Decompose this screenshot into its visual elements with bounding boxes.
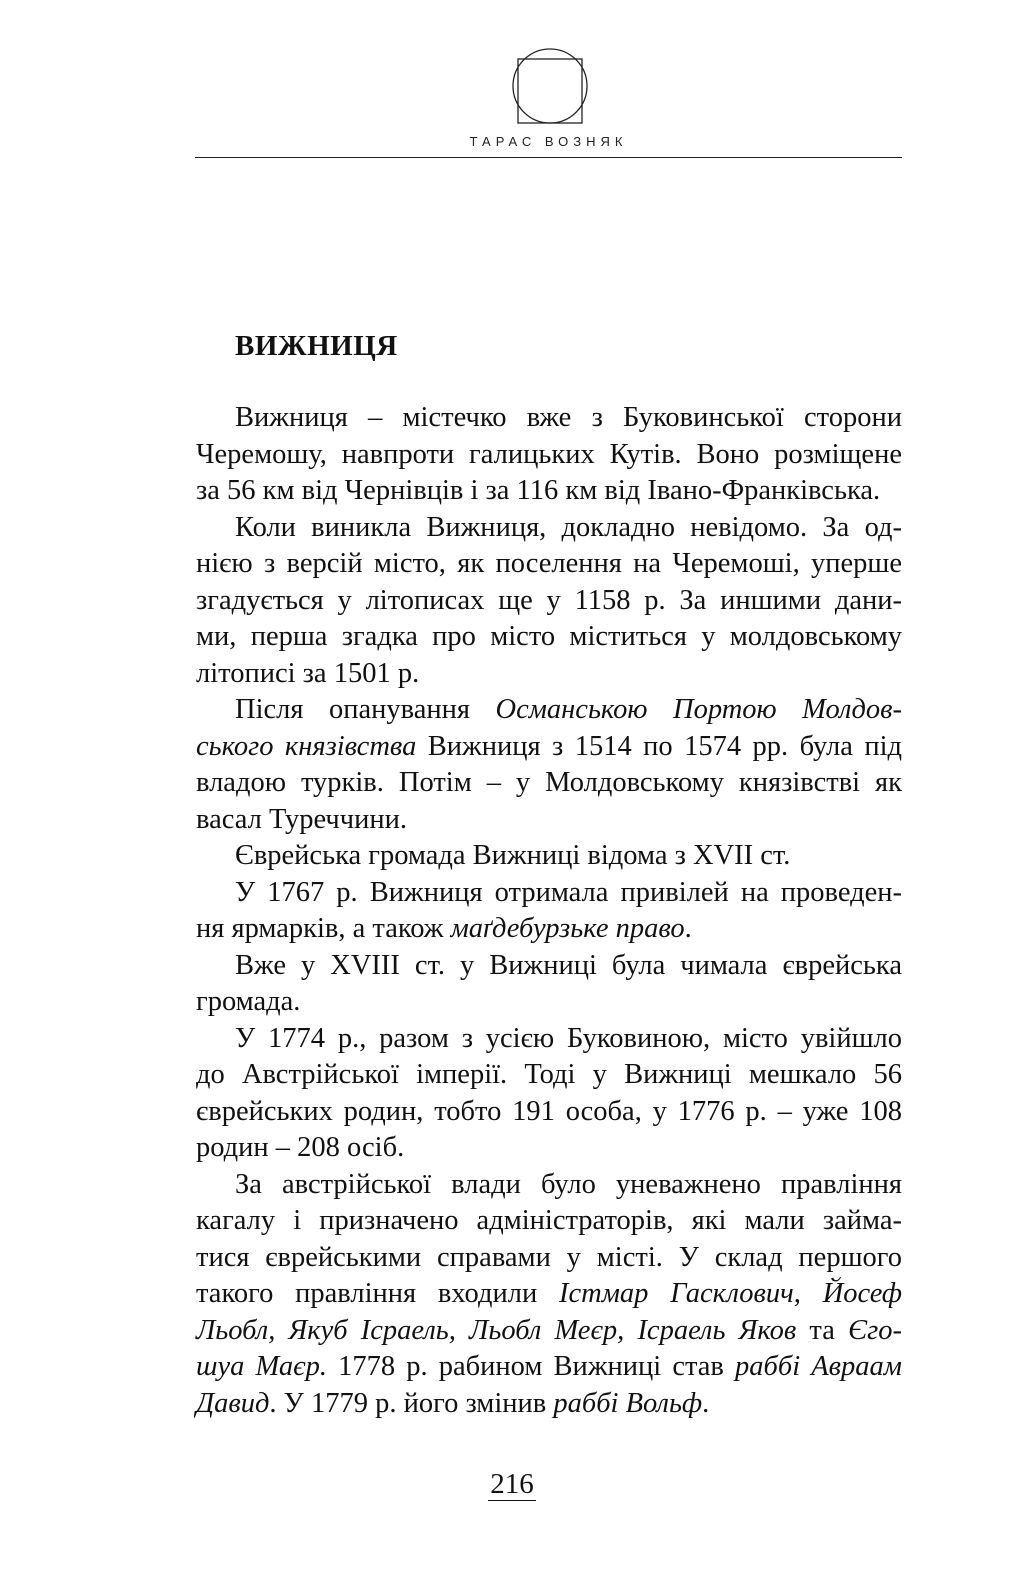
paragraph — [196, 510, 902, 693]
text-run: Вижниця з 1514 по 1574 рр. була під — [416, 730, 902, 762]
italic-text: Єго- — [848, 1314, 903, 1346]
italic-text: Давид — [196, 1387, 270, 1419]
page-number-text: 216 — [490, 1468, 534, 1500]
text-line: За австрійської влади було уневажнено правління — [235, 1168, 902, 1200]
text-line: ми, перша згадка про місто міститься у молдовському — [196, 621, 902, 652]
text-run: . У 1779 р. його змінив — [269, 1387, 554, 1419]
text-line: за 56 км від Чернівців і за 116 км від Івано-Франківська. — [196, 475, 881, 506]
paragraph — [196, 1167, 902, 1423]
italic-text: Істмар Гасклович, Йосеф — [559, 1278, 902, 1309]
text-line: нією з версій місто, як поселення на Черемоші, уперше — [196, 548, 902, 579]
text-line: Черемошу, навпроти галицьких Кутів. Воно розміщене — [196, 438, 902, 470]
italic-text: раббі Авраам — [735, 1351, 902, 1382]
text-line — [196, 729, 902, 766]
text-line: кагалу і призначено адміністраторів, які мали займа- — [196, 1205, 902, 1236]
text-run: . — [684, 913, 692, 944]
text-run: . — [702, 1387, 710, 1419]
italic-text: Льобл, Якуб Ісраель, Льобл Меєр, Ісраель Яков — [196, 1314, 797, 1346]
text-line — [196, 1276, 902, 1313]
paragraph — [196, 692, 902, 838]
italic-text: ського князівства — [196, 730, 417, 762]
text-line: тися єврейськими справами у місті. У склад першого — [196, 1241, 902, 1273]
italic-text: раббі Вольф — [553, 1387, 703, 1419]
paragraph — [196, 400, 902, 510]
text-line: єврейських родин, тобто 191 особа, у 1776 р. – уже 108 — [196, 1095, 902, 1127]
italic-text: маґдебурзьке право — [450, 913, 685, 944]
text-line: Вже у XVIII ст. у Вижниці була чимала єврейська — [235, 949, 902, 981]
text-line — [196, 692, 902, 729]
italic-text: шуа Маєр. — [196, 1351, 327, 1382]
text-run: такого правління входили — [196, 1278, 560, 1309]
text-line: громада. — [196, 986, 301, 1017]
text-line — [196, 1349, 902, 1386]
header-rule — [195, 157, 902, 158]
running-header-author: ТАРАС ВОЗНЯК — [469, 134, 628, 149]
text-line: Вижниця – містечко вже з Буковинської сторони — [235, 402, 902, 433]
text-line: згадується у літописах ще у 1158 р. За иншими дани- — [196, 584, 902, 616]
text-line: Єврейська громада Вижниці відома з XVII ст. — [235, 840, 791, 871]
chapter-title: ВИЖНИЦЯ — [235, 330, 398, 362]
text-line: родин – 208 осіб. — [196, 1132, 405, 1163]
text-line: Коли виникла Вижниця, докладно невідомо. За од- — [235, 511, 902, 543]
text-line: до Австрійської імперії. Тоді у Вижниці мешкало 56 — [196, 1059, 902, 1090]
text-line — [196, 911, 902, 948]
text-line: У 1774 р., разом з усією Буковиною, місто увійшло — [235, 1022, 902, 1054]
text-run: Після опанування — [235, 694, 496, 725]
text-line: літописі за 1501 р. — [196, 657, 420, 689]
text-run: 1778 р. рабином Вижниці став — [326, 1351, 736, 1382]
text-line — [196, 1313, 902, 1350]
paragraph — [196, 875, 902, 948]
paragraph — [196, 948, 902, 1021]
italic-text: Османською Портою Молдов- — [495, 694, 902, 725]
body-text — [196, 400, 902, 1422]
text-line: владою турків. Потім – у Молдовському князівстві як — [196, 767, 902, 798]
paragraph — [196, 838, 902, 875]
text-line: У 1767 р. Вижниця отримала привілей на проведен- — [235, 876, 902, 908]
page-number — [0, 1468, 1024, 1501]
text-line — [196, 1386, 902, 1423]
text-line: васал Туреччини. — [196, 803, 407, 835]
text-run: та — [796, 1314, 849, 1346]
circle-square-logo-icon — [511, 47, 589, 125]
text-run: ня ярмарків, а також — [196, 913, 451, 944]
paragraph — [196, 1021, 902, 1167]
